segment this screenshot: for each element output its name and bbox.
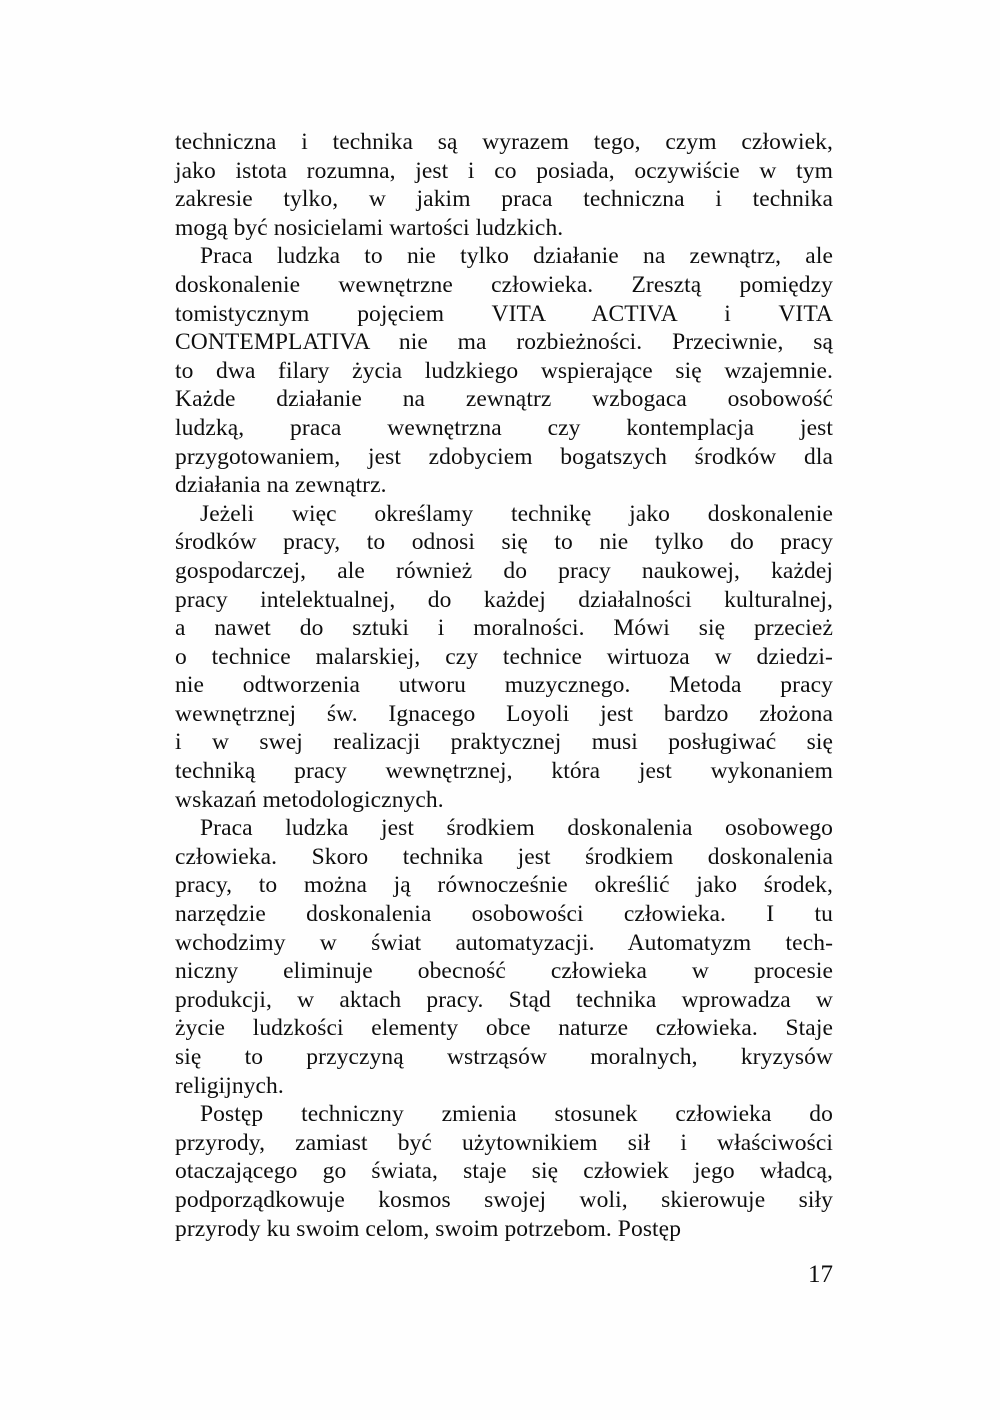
text-line: działania na zewnątrz.: [175, 472, 387, 499]
text-line: przyrody ku swoim celom, swoim potrzebom. Postęp: [175, 1215, 682, 1242]
text-line: ludzką, praca wewnętrzna czy kontemplacja jest: [175, 414, 833, 441]
text-line: wskazań metodologicznych.: [175, 786, 444, 813]
text-line: i w swej realizacji praktycznej musi posługiwać się: [175, 729, 833, 756]
text-line: mogą być nosicielami wartości ludzkich.: [175, 214, 564, 241]
body-text-block: [175, 128, 833, 1243]
text-line: nie odtworzenia utworu muzycznego. Metoda pracy: [175, 672, 833, 699]
text-line: doskonalenie wewnętrzne człowieka. Zresztą pomiędzy: [175, 271, 833, 298]
text-line: o technice malarskiej, czy technice wirtuoza w dziedzi-: [175, 643, 833, 670]
page-number: 17: [808, 1261, 833, 1288]
text-line: życie ludzkości elementy obce naturze człowieka. Staje: [175, 1015, 833, 1042]
text-line: wchodzimy w świat automatyzacji. Automatyzm tech-: [175, 929, 833, 956]
text-line: się to przyczyną wstrząsów moralnych, kryzysów: [175, 1044, 833, 1070]
text-line: tomistycznym pojęciem VITA ACTIVA i VITA: [175, 300, 833, 327]
text-line: pracy intelektualnej, do każdej działalności kulturalnej,: [175, 586, 833, 613]
text-line: narzędzie doskonalenia osobowości człowieka. I tu: [175, 901, 833, 928]
text-line: Postęp techniczny zmienia stosunek człowieka do: [200, 1101, 833, 1128]
text-line: Jeżeli więc określamy technikę jako doskonalenie: [200, 500, 833, 527]
text-line: CONTEMPLATIVA nie ma rozbieżności. Przeciwnie, są: [175, 329, 833, 356]
text-line: przygotowaniem, jest zdobyciem bogatszych środków dla: [175, 443, 833, 470]
text-line: niczny eliminuje obecność człowieka w procesie: [175, 958, 833, 985]
text-line: Praca ludzka jest środkiem doskonalenia osobowego: [200, 815, 833, 842]
text-line: produkcji, w aktach pracy. Stąd technika wprowadza w: [175, 986, 833, 1013]
text-line: Każde działanie na zewnątrz wzbogaca osobowość: [175, 386, 833, 413]
text-line: otaczającego go świata, staje się człowiek jego władcą,: [175, 1158, 833, 1185]
text-line: jako istota rozumna, jest i co posiada, oczywiście w tym: [175, 157, 833, 184]
text-line: pracy, to można ją równocześnie określić jako środek,: [175, 872, 833, 899]
text-line: Praca ludzka to nie tylko działanie na zewnątrz, ale: [200, 243, 833, 270]
text-line: człowieka. Skoro technika jest środkiem doskonalenia: [175, 843, 833, 870]
text-line: techniką pracy wewnętrznej, która jest wykonaniem: [175, 758, 833, 785]
text-line: środków pracy, to odnosi się to nie tylko do pracy: [175, 529, 833, 556]
text-line: przyrody, zamiast być użytownikiem sił i właściwości: [175, 1129, 833, 1156]
text-line: zakresie tylko, w jakim praca techniczna i technika: [175, 186, 833, 213]
text-line: techniczna i technika są wyrazem tego, czym człowiek,: [175, 129, 833, 155]
text-line: to dwa filary życia ludzkiego wspierające się wzajemnie.: [175, 357, 833, 384]
text-line: a nawet do sztuki i moralności. Mówi się przecież: [175, 615, 833, 642]
text-line: wewnętrznej św. Ignacego Loyoli jest bardzo złożona: [175, 700, 833, 727]
text-line: gospodarczej, ale również do pracy naukowej, każdej: [175, 557, 833, 584]
text-line: religijnych.: [175, 1072, 284, 1099]
text-line: podporządkowuje kosmos swojej woli, skierowuje siły: [175, 1186, 833, 1213]
